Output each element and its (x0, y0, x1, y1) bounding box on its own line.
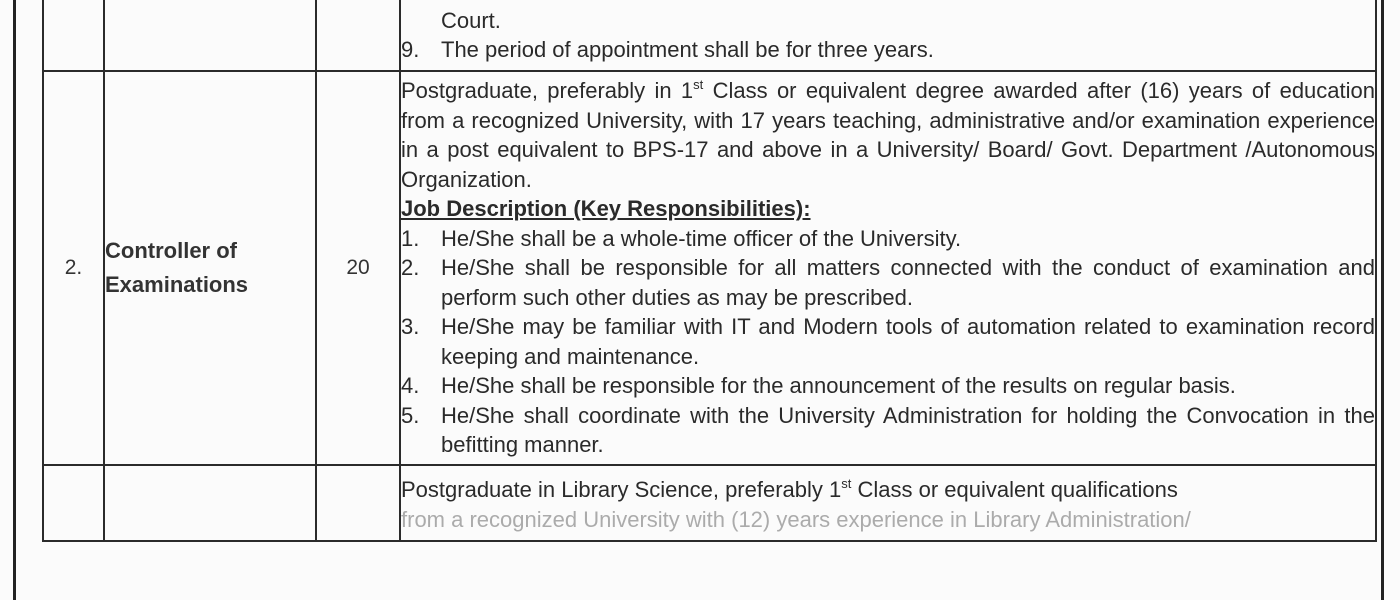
post-title (104, 71, 316, 465)
item-text: The period of appointment shall be for three years. (441, 37, 934, 62)
serial-cell (43, 0, 104, 71)
list-item (401, 224, 1375, 254)
serial-cell (43, 465, 104, 541)
qualification-text (401, 475, 1375, 505)
item-text: He/She shall be responsible for the announcement of the results on regular basis. (441, 373, 1236, 398)
item-number: 1. (401, 225, 420, 251)
bps-cell (316, 465, 400, 541)
description-cell (400, 71, 1376, 465)
list-item (401, 312, 1375, 371)
page-border-left (13, 0, 16, 600)
item-number: 2. (401, 255, 420, 280)
superscript: st (693, 77, 704, 92)
list-item (401, 401, 1375, 460)
item-number: 4. (401, 373, 420, 398)
qualification-part-b: Class or equivalent degree awarded after (16) years of education from a recognized University, with 17 years teaching, administrative and/or examination experience in a post equivalent to BPS-17 and above in a University/ Board/ Govt. Department /Autonomous Organization. (401, 78, 1375, 192)
job-description-heading: Job Description (Key Responsibilities): (401, 196, 811, 221)
page-border-right (1381, 0, 1384, 600)
list-item (401, 253, 1375, 312)
partial-line: from a recognized University with (12) years experience in Library Administration/ (401, 506, 1191, 532)
description-cell (400, 465, 1376, 541)
item-number: 5. (401, 402, 420, 428)
item-text: He/She shall be responsible for all matters connected with the conduct of examination and perform such other duties as may be prescribed. (441, 255, 1375, 310)
item-text: He/She shall be a whole-time officer of the University. (441, 225, 962, 251)
posts-table (42, 0, 1377, 542)
list-item (401, 35, 1375, 65)
qualification-part-b: Class or equivalent qualifications (851, 477, 1178, 502)
item-number: 3. (401, 314, 420, 339)
serial-number: 2. (43, 71, 104, 465)
item-text: He/She may be familiar with IT and Modern tools of automation related to examination record keeping and maintenance. (441, 314, 1375, 369)
description-cell (400, 0, 1376, 71)
post-cell (104, 465, 316, 541)
list-item (401, 371, 1375, 401)
responsibilities-list (401, 224, 1375, 460)
bps-cell (316, 0, 400, 71)
post-cell (104, 0, 316, 71)
bps-value: 20 (316, 71, 400, 465)
table-row (43, 0, 1376, 71)
item-text: He/She shall coordinate with the University Administration for holding the Convocation in the befitting manner. (441, 402, 1375, 457)
post-title-line-2: Examinations (105, 271, 249, 297)
continued-text: Court. (441, 7, 501, 33)
qualification-text (401, 76, 1375, 194)
post-title-line-1: Controller of (105, 237, 237, 263)
superscript: st (841, 476, 852, 491)
table-row (43, 465, 1376, 541)
item-number: 9. (401, 37, 420, 62)
qualification-part-a: Postgraduate, preferably in 1 (401, 78, 694, 103)
table-row (43, 71, 1376, 465)
qualification-part-a: Postgraduate in Library Science, preferably 1 (401, 477, 842, 502)
